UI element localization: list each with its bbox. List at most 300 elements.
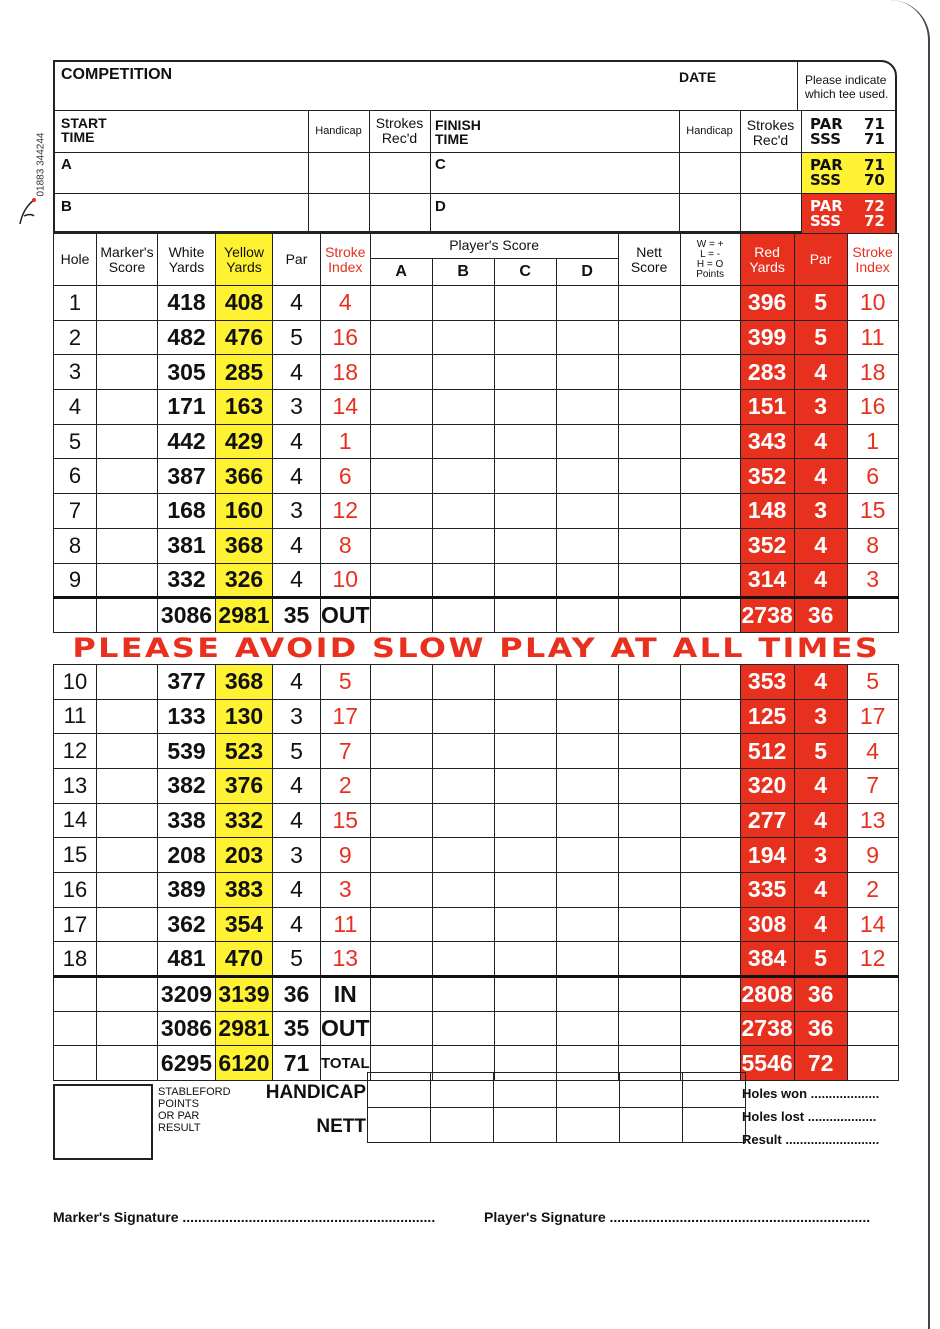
- par-value: 4: [273, 459, 321, 494]
- white-yards-total: 3086: [158, 1011, 216, 1046]
- red-par: 5: [794, 320, 847, 355]
- stroke-index: 18: [321, 355, 371, 390]
- red-par: 4: [794, 528, 847, 563]
- player-a-score-cell[interactable]: [370, 563, 432, 598]
- player-d-score-cell[interactable]: [556, 286, 618, 321]
- nett-score-cell[interactable]: [618, 734, 680, 769]
- stroke-index: 12: [321, 494, 371, 529]
- banner-row: [54, 632, 899, 664]
- red-stroke-index: 6: [847, 459, 898, 494]
- player-a-score-cell[interactable]: [370, 768, 432, 803]
- player-d-score-cell[interactable]: [556, 563, 618, 598]
- points-cell[interactable]: [680, 459, 740, 494]
- player-c-score-cell[interactable]: [494, 768, 556, 803]
- nett-score-cell[interactable]: [618, 459, 680, 494]
- nett-total-cell[interactable]: [618, 1011, 680, 1046]
- nett-score-cell[interactable]: [618, 355, 680, 390]
- red-par: 4: [794, 768, 847, 803]
- hole-row: [54, 664, 899, 699]
- markers-score-cell[interactable]: [97, 459, 158, 494]
- hole-number: 9: [54, 563, 97, 598]
- col-nett-score: Nett Score: [618, 234, 680, 286]
- nett-score-cell[interactable]: [618, 424, 680, 459]
- points-cell[interactable]: [680, 355, 740, 390]
- handicap-d-cell[interactable]: [557, 1073, 620, 1108]
- player-c-score-cell[interactable]: [494, 459, 556, 494]
- markers-score-cell[interactable]: [97, 320, 158, 355]
- markers-score-cell[interactable]: [97, 768, 158, 803]
- par-value: 4: [273, 803, 321, 838]
- yellow-yards: 354: [216, 907, 273, 942]
- par-value: 5: [273, 942, 321, 977]
- red-stroke-index: 4: [847, 734, 898, 769]
- player-a-score-cell[interactable]: [370, 942, 432, 977]
- markers-score-cell[interactable]: [97, 699, 158, 734]
- white-tee-par-sss: PAR SSS 71 71: [810, 115, 885, 148]
- hole-row: [54, 390, 899, 425]
- player-a-score-cell[interactable]: [370, 838, 432, 873]
- player-c-score-cell[interactable]: [494, 494, 556, 529]
- yellow-yards-total: 6120: [216, 1046, 273, 1081]
- player-c-score-cell[interactable]: [494, 528, 556, 563]
- markers-signature-line[interactable]: Marker's Signature .................................................................: [53, 1209, 436, 1225]
- total-row: [54, 1011, 899, 1046]
- hole-number: 2: [54, 320, 97, 355]
- player-d-score-cell[interactable]: [556, 873, 618, 908]
- red-par: 3: [794, 838, 847, 873]
- col-a: A: [370, 258, 432, 285]
- yellow-yards: 476: [216, 320, 273, 355]
- players-signature-line[interactable]: Player's Signature ...................................................................: [484, 1209, 871, 1225]
- hole-number: 3: [54, 355, 97, 390]
- markers-score-cell[interactable]: [97, 528, 158, 563]
- yellow-yards: 408: [216, 286, 273, 321]
- player-c-total-cell[interactable]: [494, 977, 556, 1012]
- slow-play-banner: PLEASE AVOID SLOW PLAY AT ALL TIMES: [71, 632, 880, 664]
- nett-score-cell[interactable]: [618, 768, 680, 803]
- player-a-score-cell[interactable]: [370, 907, 432, 942]
- hole-number: 1: [54, 286, 97, 321]
- white-yards: 539: [158, 734, 216, 769]
- player-b-score-cell[interactable]: [432, 734, 494, 769]
- total-label: TOTAL: [321, 1046, 371, 1081]
- player-c-score-cell[interactable]: [494, 424, 556, 459]
- white-yards: 389: [158, 873, 216, 908]
- blank-cell: [847, 977, 898, 1012]
- player-d-total-cell[interactable]: [556, 977, 618, 1012]
- stableford-result-box[interactable]: [53, 1084, 153, 1160]
- player-c-score-cell[interactable]: [494, 699, 556, 734]
- white-yards: 171: [158, 390, 216, 425]
- player-b-score-cell[interactable]: [432, 664, 494, 699]
- player-a-score-cell[interactable]: [370, 873, 432, 908]
- markers-score-cell[interactable]: [97, 563, 158, 598]
- player-c-score-cell[interactable]: [494, 355, 556, 390]
- nett-d-cell[interactable]: [557, 1108, 620, 1143]
- red-stroke-index: 16: [847, 390, 898, 425]
- white-yards: 133: [158, 699, 216, 734]
- nett-score-cell[interactable]: [618, 494, 680, 529]
- player-c-score-cell[interactable]: [494, 563, 556, 598]
- white-yards: 481: [158, 942, 216, 977]
- markers-score-cell[interactable]: [97, 664, 158, 699]
- player-a-score-cell[interactable]: [370, 355, 432, 390]
- red-par: 5: [794, 942, 847, 977]
- col-markers-score: Marker's Score: [97, 234, 158, 286]
- player-b-score-cell[interactable]: [432, 563, 494, 598]
- points-cell[interactable]: [680, 424, 740, 459]
- points-cell[interactable]: [680, 390, 740, 425]
- stableford-label: STABLEFORD POINTS OR PAR RESULT: [158, 1086, 231, 1134]
- back-nine: [54, 664, 899, 976]
- red-yards: 384: [740, 942, 794, 977]
- player-b-score-cell[interactable]: [432, 424, 494, 459]
- handicap-nett-cell[interactable]: [620, 1073, 683, 1108]
- holes-lost[interactable]: Holes lost ...................: [742, 1109, 877, 1124]
- phone-number: 01883 344244: [35, 132, 47, 197]
- player-a-score-cell[interactable]: [370, 494, 432, 529]
- red-stroke-index: 5: [847, 664, 898, 699]
- points-total-cell[interactable]: [680, 977, 740, 1012]
- red-par: 4: [794, 873, 847, 908]
- markers-score-cell[interactable]: [97, 424, 158, 459]
- yellow-yards: 470: [216, 942, 273, 977]
- player-b-score-cell[interactable]: [432, 838, 494, 873]
- player-d-label: D: [435, 198, 446, 215]
- player-c-score-cell[interactable]: [494, 664, 556, 699]
- player-d-score-cell[interactable]: [556, 528, 618, 563]
- points-cell[interactable]: [680, 803, 740, 838]
- hole-number: 13: [54, 768, 97, 803]
- par-value: 4: [273, 286, 321, 321]
- hole-number: 12: [54, 734, 97, 769]
- markers-score-cell[interactable]: [97, 873, 158, 908]
- white-yards: 208: [158, 838, 216, 873]
- points-cell[interactable]: [680, 768, 740, 803]
- yellow-yards: 523: [216, 734, 273, 769]
- player-b-score-cell[interactable]: [432, 768, 494, 803]
- nett-score-cell[interactable]: [618, 528, 680, 563]
- par-total: 36: [273, 977, 321, 1012]
- result-line[interactable]: Result ..........................: [742, 1132, 880, 1147]
- nett-a-cell[interactable]: [368, 1108, 431, 1143]
- hole-row: [54, 838, 899, 873]
- player-d-score-cell[interactable]: [556, 459, 618, 494]
- points-cell[interactable]: [680, 838, 740, 873]
- markers-score-cell[interactable]: [97, 734, 158, 769]
- red-par: 3: [794, 494, 847, 529]
- hole-number: 4: [54, 390, 97, 425]
- player-a-total-cell[interactable]: [370, 977, 432, 1012]
- competition-label: COMPETITION: [61, 66, 173, 83]
- stroke-index: 7: [321, 734, 371, 769]
- player-b-total-cell[interactable]: [432, 977, 494, 1012]
- red-yards-total: 2808: [740, 977, 794, 1012]
- nett-total-cell[interactable]: [618, 977, 680, 1012]
- yellow-yards: 160: [216, 494, 273, 529]
- blank-cell: [847, 1011, 898, 1046]
- blank-cell: [847, 1046, 898, 1081]
- player-b-score-cell[interactable]: [432, 286, 494, 321]
- markers-score-cell[interactable]: [97, 390, 158, 425]
- markers-score-cell[interactable]: [97, 942, 158, 977]
- hole-row: [54, 907, 899, 942]
- markers-score-cell[interactable]: [97, 803, 158, 838]
- player-c-score-cell[interactable]: [494, 907, 556, 942]
- red-stroke-index: 2: [847, 873, 898, 908]
- red-stroke-index: 7: [847, 768, 898, 803]
- par-value: 4: [273, 664, 321, 699]
- player-d-score-cell[interactable]: [556, 320, 618, 355]
- player-a-score-cell[interactable]: [370, 803, 432, 838]
- nett-score-cell[interactable]: [618, 803, 680, 838]
- player-c-score-cell[interactable]: [494, 873, 556, 908]
- player-a-score-cell[interactable]: [370, 459, 432, 494]
- red-stroke-index: 3: [847, 563, 898, 598]
- hole-row: [54, 734, 899, 769]
- out-yellow-total: 2981: [216, 598, 273, 633]
- player-b-score-cell[interactable]: [432, 873, 494, 908]
- handicap-a-cell[interactable]: [368, 1073, 431, 1108]
- player-c-score-cell[interactable]: [494, 942, 556, 977]
- par-value: 4: [273, 355, 321, 390]
- handicap-footer-label: HANDICAP: [265, 1082, 366, 1103]
- points-cell[interactable]: [680, 699, 740, 734]
- hole-number: 15: [54, 838, 97, 873]
- points-cell[interactable]: [680, 528, 740, 563]
- player-a-score-cell[interactable]: [370, 320, 432, 355]
- player-d-score-cell[interactable]: [556, 664, 618, 699]
- par-value: 4: [273, 563, 321, 598]
- out-total-row-front: [54, 598, 899, 633]
- red-stroke-index: 11: [847, 320, 898, 355]
- markers-score-cell[interactable]: [97, 286, 158, 321]
- red-yards: 314: [740, 563, 794, 598]
- yellow-yards: 376: [216, 768, 273, 803]
- red-yards-total: 5546: [740, 1046, 794, 1081]
- stroke-index: 11: [321, 907, 371, 942]
- player-b-score-cell[interactable]: [432, 528, 494, 563]
- out-red-par-total: 36: [794, 598, 847, 633]
- player-c-score-cell[interactable]: [494, 734, 556, 769]
- nett-score-cell[interactable]: [618, 390, 680, 425]
- par-value: 4: [273, 424, 321, 459]
- player-a-score-cell[interactable]: [370, 699, 432, 734]
- col-hole: Hole: [54, 234, 97, 286]
- nett-score-cell[interactable]: [618, 286, 680, 321]
- nett-score-cell[interactable]: [618, 699, 680, 734]
- player-b-score-cell[interactable]: [432, 803, 494, 838]
- player-d-score-cell[interactable]: [556, 838, 618, 873]
- player-a-score-cell[interactable]: [370, 664, 432, 699]
- markers-score-cell[interactable]: [97, 494, 158, 529]
- player-b-score-cell[interactable]: [432, 390, 494, 425]
- player-d-score-cell[interactable]: [556, 907, 618, 942]
- nett-score-cell[interactable]: [618, 664, 680, 699]
- hole-row: [54, 563, 899, 598]
- red-stroke-index: 12: [847, 942, 898, 977]
- player-a-score-cell[interactable]: [370, 390, 432, 425]
- hole-row: [54, 768, 899, 803]
- red-yards: 148: [740, 494, 794, 529]
- handicap-label-right: Handicap: [686, 125, 733, 137]
- player-b-score-cell[interactable]: [432, 494, 494, 529]
- markers-score-cell[interactable]: [97, 355, 158, 390]
- player-b-score-cell[interactable]: [432, 355, 494, 390]
- red-stroke-index: 9: [847, 838, 898, 873]
- player-b-score-cell[interactable]: [432, 320, 494, 355]
- hole-row: [54, 803, 899, 838]
- stroke-index: 16: [321, 320, 371, 355]
- player-d-score-cell[interactable]: [556, 424, 618, 459]
- header-row-1: [54, 234, 899, 259]
- par-value: 5: [273, 320, 321, 355]
- holes-won[interactable]: Holes won ...................: [742, 1086, 880, 1101]
- white-yards: 442: [158, 424, 216, 459]
- yellow-yards: 368: [216, 528, 273, 563]
- par-total: 35: [273, 1011, 321, 1046]
- player-d-score-cell[interactable]: [556, 942, 618, 977]
- par-total: 71: [273, 1046, 321, 1081]
- player-c-score-cell[interactable]: [494, 390, 556, 425]
- stroke-index: 4: [321, 286, 371, 321]
- match-result-lines: [742, 1082, 879, 1151]
- date-label: DATE: [679, 69, 717, 85]
- player-a-score-cell[interactable]: [370, 424, 432, 459]
- player-d-total-cell[interactable]: [556, 1011, 618, 1046]
- finish-time-label: FINISH TIME: [435, 117, 481, 147]
- nett-score-cell[interactable]: [618, 907, 680, 942]
- red-yards: 399: [740, 320, 794, 355]
- player-b-score-cell[interactable]: [432, 699, 494, 734]
- out-par-total: 35: [273, 598, 321, 633]
- player-d-score-cell[interactable]: [556, 355, 618, 390]
- red-yards-total: 2738: [740, 1011, 794, 1046]
- points-total-cell[interactable]: [680, 1011, 740, 1046]
- player-c-score-cell[interactable]: [494, 286, 556, 321]
- nett-b-cell[interactable]: [431, 1108, 494, 1143]
- player-b-score-cell[interactable]: [432, 942, 494, 977]
- white-yards: 387: [158, 459, 216, 494]
- hole-row: [54, 459, 899, 494]
- hole-row: [54, 873, 899, 908]
- red-par-total: 36: [794, 977, 847, 1012]
- col-red-yards: Red Yards: [740, 234, 794, 286]
- player-b-total-cell[interactable]: [432, 1011, 494, 1046]
- player-b-score-cell[interactable]: [432, 907, 494, 942]
- col-par: Par: [273, 234, 321, 286]
- side-strip: [22, 70, 47, 197]
- player-d-score-cell[interactable]: [556, 803, 618, 838]
- nett-score-cell[interactable]: [618, 320, 680, 355]
- par-value: 3: [273, 390, 321, 425]
- player-c-score-cell[interactable]: [494, 803, 556, 838]
- par-value: 4: [273, 873, 321, 908]
- points-cell[interactable]: [680, 664, 740, 699]
- handicap-b-cell[interactable]: [431, 1073, 494, 1108]
- nett-score-cell[interactable]: [618, 838, 680, 873]
- red-par-total: 72: [794, 1046, 847, 1081]
- player-d-score-cell[interactable]: [556, 494, 618, 529]
- points-cell[interactable]: [680, 873, 740, 908]
- handicap-points-cell[interactable]: [683, 1073, 746, 1108]
- red-stroke-index: 13: [847, 803, 898, 838]
- stroke-index: 2: [321, 768, 371, 803]
- stroke-index: 14: [321, 390, 371, 425]
- player-c-score-cell[interactable]: [494, 838, 556, 873]
- points-cell[interactable]: [680, 320, 740, 355]
- red-stroke-index: 17: [847, 699, 898, 734]
- player-d-score-cell[interactable]: [556, 734, 618, 769]
- player-a-total-cell[interactable]: [370, 1011, 432, 1046]
- par-value: 4: [273, 907, 321, 942]
- player-a-score-cell[interactable]: [370, 528, 432, 563]
- handicap-label-left: Handicap: [315, 125, 362, 137]
- hole-number: 11: [54, 699, 97, 734]
- total-row: [54, 977, 899, 1012]
- nett-score-cell[interactable]: [618, 563, 680, 598]
- stroke-index: 3: [321, 873, 371, 908]
- player-c-score-cell[interactable]: [494, 320, 556, 355]
- col-d: D: [556, 258, 618, 285]
- points-cell[interactable]: [680, 494, 740, 529]
- player-b-label: B: [61, 198, 72, 215]
- red-tee-par-sss: PAR SSS 72 72: [802, 194, 895, 233]
- red-yards: 194: [740, 838, 794, 873]
- player-d-score-cell[interactable]: [556, 390, 618, 425]
- blank-cell: [54, 1011, 97, 1046]
- nett-score-cell[interactable]: [618, 942, 680, 977]
- col-b: B: [432, 258, 494, 285]
- player-b-score-cell[interactable]: [432, 459, 494, 494]
- hole-row: [54, 320, 899, 355]
- col-wlh-points: W = + L = - H = O Points: [680, 234, 740, 286]
- points-cell[interactable]: [680, 563, 740, 598]
- player-a-score-cell[interactable]: [370, 734, 432, 769]
- yellow-tee-par-sss: PAR SSS 71 70: [802, 153, 895, 193]
- handicap-c-cell[interactable]: [494, 1073, 557, 1108]
- nett-c-cell[interactable]: [494, 1108, 557, 1143]
- blank-cell: [54, 977, 97, 1012]
- col-red-stroke-index: Stroke Index: [847, 234, 898, 286]
- col-red-par: Par: [794, 234, 847, 286]
- player-a-score-cell[interactable]: [370, 286, 432, 321]
- points-cell[interactable]: [680, 907, 740, 942]
- nett-nett-cell[interactable]: [620, 1108, 683, 1143]
- points-cell[interactable]: [680, 734, 740, 769]
- red-par: 4: [794, 664, 847, 699]
- nett-score-cell[interactable]: [618, 873, 680, 908]
- points-cell[interactable]: [680, 942, 740, 977]
- red-par: 4: [794, 907, 847, 942]
- points-cell[interactable]: [680, 286, 740, 321]
- start-time-label: START TIME: [61, 115, 107, 145]
- nett-footer-label: NETT: [316, 1116, 366, 1137]
- yellow-yards: 130: [216, 699, 273, 734]
- nett-points-cell[interactable]: [683, 1108, 746, 1143]
- hole-number: 8: [54, 528, 97, 563]
- handicap-nett-grid: [367, 1072, 746, 1143]
- player-c-total-cell[interactable]: [494, 1011, 556, 1046]
- player-d-score-cell[interactable]: [556, 768, 618, 803]
- markers-score-cell[interactable]: [97, 907, 158, 942]
- red-yards: 343: [740, 424, 794, 459]
- yellow-yards-total: 2981: [216, 1011, 273, 1046]
- red-stroke-index: 1: [847, 424, 898, 459]
- player-d-score-cell[interactable]: [556, 699, 618, 734]
- markers-score-cell[interactable]: [97, 838, 158, 873]
- blank-cell: [54, 1046, 97, 1081]
